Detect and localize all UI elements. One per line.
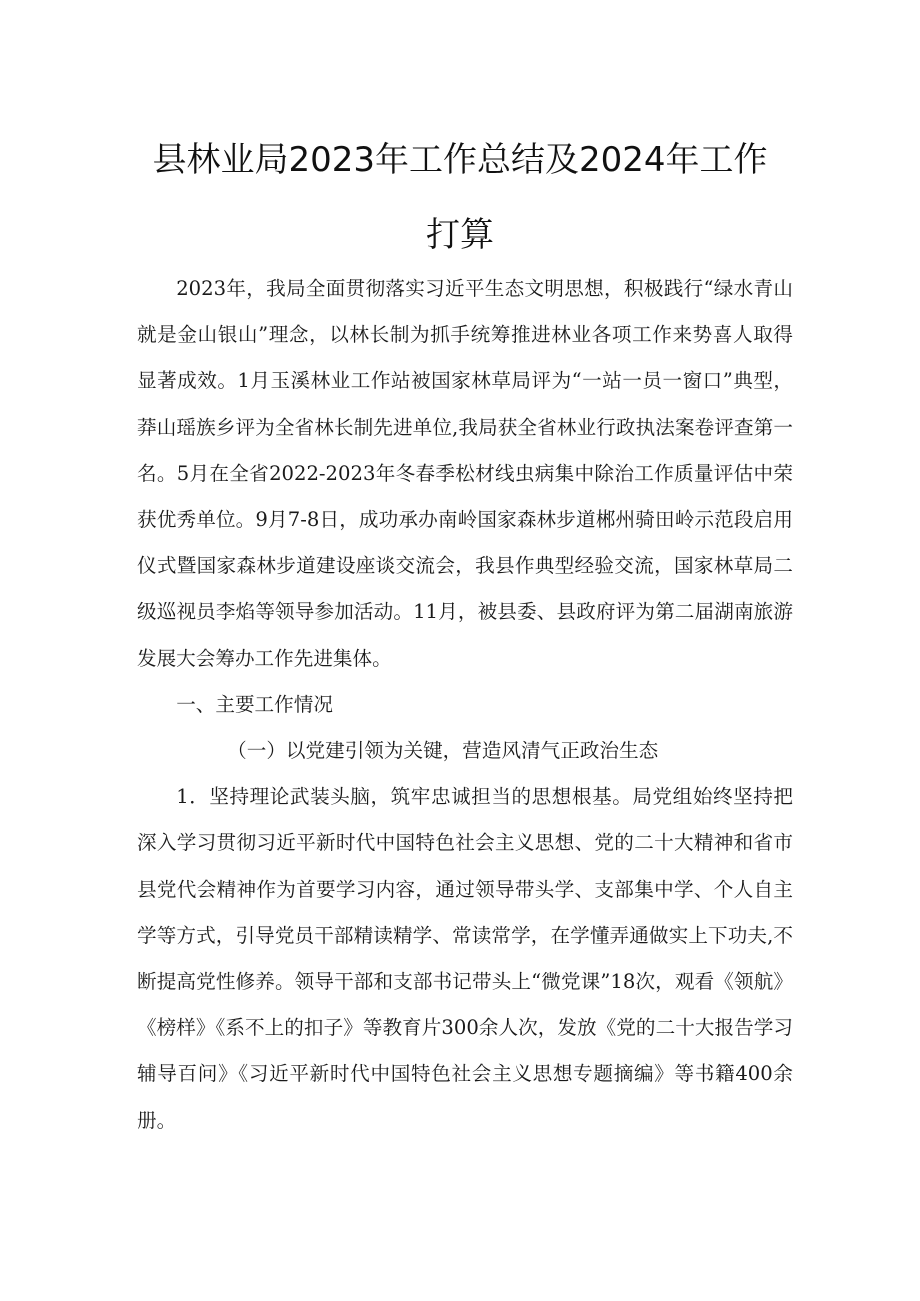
subsection-1-heading: （一）以党建引领为关键，营造风清气正政治生态 [227, 739, 659, 763]
document-title-line-2: 打算 [426, 215, 494, 255]
point-1-paragraph: 1．坚持理论武装头脑，筑牢忠诚担当的思想根基。局党组始终坚持把深入学习贯彻习近平新时代中国特色社会主义思想、党的二十大精神和省市县党代会精神作为首要学习内容，通过领导带头学、支部集中学、个人自主学等方式，引导党员干部精读精学、常读常学，在学懂弄通做实上下功夫,不断提高党性修养。领导干部和支部书记带头上“微党课”18次，观看《领航》《榜样》《系不上的扣子》等教育片300余人次，发放《党的二十大报告学习辅导百问》《习近平新时代中国特色社会主义思想专题摘编》等书籍400余册。 [137, 785, 793, 1132]
intro-paragraph: 2023年，我局全面贯彻落实习近平生态文明思想，积极践行“绿水青山就是金山银山”理念，以林长制为抓手统筹推进林业各项工作来势喜人取得显著成效。1月玉溪林业工作站被国家林草局评为“一站一员一窗口”典型，莽山瑶族乡评为全省林长制先进单位,我局获全省林业行政执法案卷评查第一名。5月在全省2022-2023年冬春季松材线虫病集中除治工作质量评估中荣获优秀单位。9月7-8日，成功承办南岭国家森林步道郴州骑田岭示范段启用仪式暨国家森林步道建设座谈交流会，我县作典型经验交流，国家林草局二级巡视员李焰等领导参加活动。11月，被县委、县政府评为第二届湖南旅游发展大会筹办工作先进集体。 [137, 277, 793, 670]
document-title-line-1: 县林业局2023年工作总结及2024年工作 [152, 140, 768, 180]
section-1-heading: 一、主要工作情况 [176, 692, 333, 716]
document-body [137, 266, 793, 1144]
